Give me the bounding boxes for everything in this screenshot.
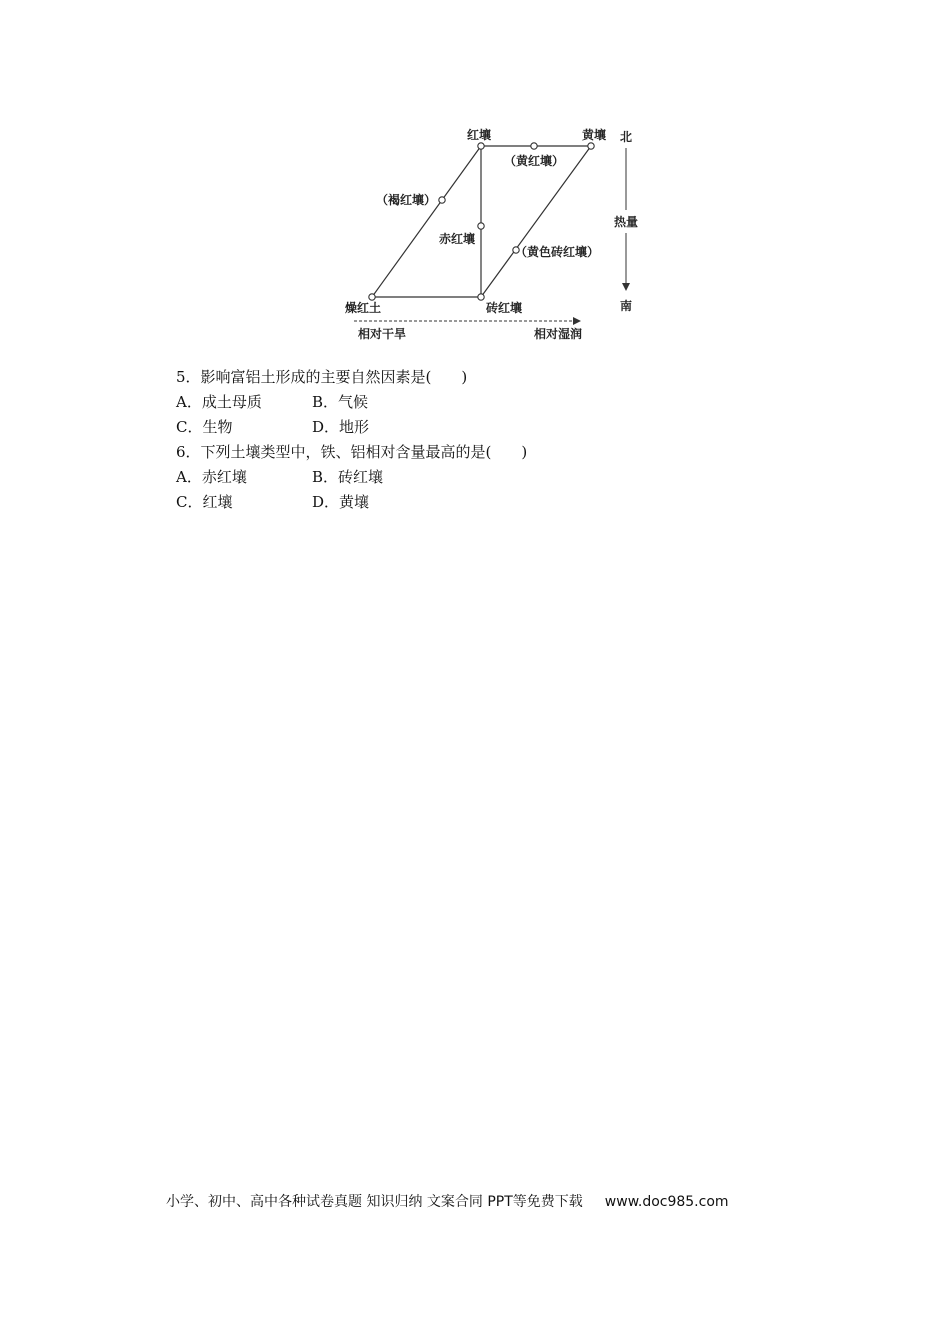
label-hehongrang: （褐红壤） xyxy=(376,193,437,207)
question-6-option-c[interactable]: C．红壤 xyxy=(176,493,233,511)
footer-url[interactable]: www.doc985.com xyxy=(604,1194,729,1210)
label-zhuanhongrang: 砖红壤 xyxy=(486,301,523,315)
question-5-close: ) xyxy=(461,368,468,386)
question-6-option-b[interactable]: B．砖红壤 xyxy=(312,468,384,486)
moisture-axis-left-label: 相对干旱 xyxy=(358,327,407,341)
question-6-stem xyxy=(176,442,527,462)
label-huangsezhuanhongrang: （黄色砖红壤） xyxy=(515,245,600,259)
edge-left xyxy=(372,146,481,297)
label-zaohongtu: 燥红土 xyxy=(345,301,382,315)
label-hongrang: 红壤 xyxy=(467,128,492,142)
node-huanghongrang xyxy=(531,143,537,149)
parallelogram-edges xyxy=(372,146,591,297)
heat-axis-middle-label: 热量 xyxy=(614,215,639,229)
node-zhuanhongrang xyxy=(478,294,484,300)
question-6-option-a[interactable]: A．赤红壤 xyxy=(176,468,247,486)
moisture-axis-right-label: 相对湿润 xyxy=(534,327,583,341)
node-chihongrang xyxy=(478,223,484,229)
node-hehongrang xyxy=(439,197,445,203)
question-6-close: ) xyxy=(521,443,528,461)
question-5-option-c[interactable]: C．生物 xyxy=(176,418,233,436)
node-zaohongtu xyxy=(369,294,375,300)
page-footer xyxy=(166,1192,729,1212)
label-chihongrang: 赤红壤 xyxy=(439,232,476,246)
question-5-option-a[interactable]: A．成土母质 xyxy=(176,393,262,411)
heat-axis-top-label: 北 xyxy=(620,130,633,144)
question-5-text: 5．影响富铝土形成的主要自然因素是( xyxy=(176,368,432,386)
label-huangrang: 黄壤 xyxy=(582,128,607,142)
label-huanghongrang: （黄红壤） xyxy=(504,154,565,168)
question-5-option-b[interactable]: B．气候 xyxy=(312,393,369,411)
node-hongrang xyxy=(478,143,484,149)
question-5-option-d[interactable]: D．地形 xyxy=(312,418,370,436)
soil-classification-diagram xyxy=(0,0,950,360)
edge-right xyxy=(481,146,591,297)
heat-axis-bottom-label: 南 xyxy=(620,299,633,313)
node-huangrang xyxy=(588,143,594,149)
question-5-stem xyxy=(176,367,467,387)
footer-text: 小学、初中、高中各种试卷真题 知识归纳 文案合同 PPT等免费下载 xyxy=(166,1194,583,1210)
question-6-text: 6．下列土壤类型中，铁、铝相对含量最高的是( xyxy=(176,443,492,461)
question-6-option-d[interactable]: D．黄壤 xyxy=(312,493,370,511)
